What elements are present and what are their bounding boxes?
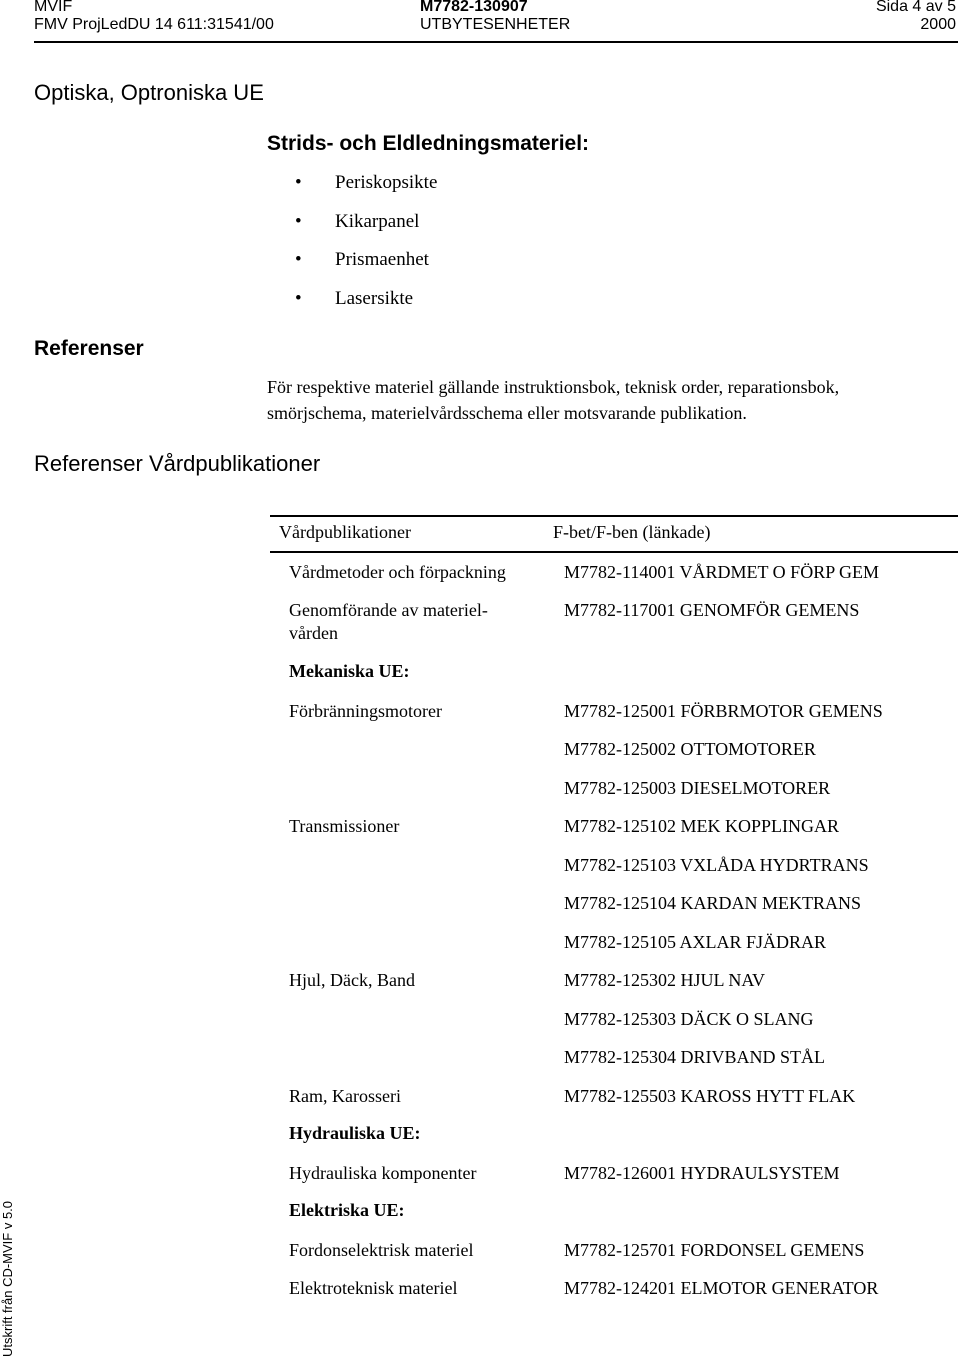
bullet-icon: •	[295, 249, 302, 270]
table-cell-right: M7782-125105 AXLAR FJÄDRAR	[564, 932, 827, 952]
header-doc-number: M7782-130907	[420, 0, 528, 15]
table-cell-right: M7782-125701 FORDONSEL GEMENS	[564, 1240, 865, 1260]
table-cell-left: Vårdmetoder och förpackning	[289, 562, 506, 582]
table-group-heading: Hydrauliska UE:	[289, 1123, 421, 1143]
table-cell-right: M7782-125002 OTTOMOTORER	[564, 739, 816, 759]
table-cell-right: M7782-125001 FÖRBRMOTOR GEMENS	[564, 701, 883, 721]
list-item	[295, 247, 437, 286]
referenser-text-line2: smörjschema, materielvårdsschema eller motsvarande publikation.	[267, 403, 747, 423]
header-year: 2000	[920, 16, 956, 33]
table-cell-right: M7782-125503 KAROSS HYTT FLAK	[564, 1086, 856, 1106]
table-cell-right: M7782-117001 GENOMFÖR GEMENS	[564, 600, 860, 620]
table-cell-right: M7782-125103 VXLÅDA HYDRTRANS	[564, 855, 869, 875]
table-header-col1: Vårdpublikationer	[279, 522, 411, 542]
header-doc-title: UTBYTESENHETER	[420, 16, 571, 33]
table-cell-left: Hydrauliska komponenter	[289, 1163, 477, 1183]
header-project-ref: FMV ProjLedDU 14 611:31541/00	[34, 16, 274, 33]
table-cell-right: M7782-125003 DIESELMOTORER	[564, 778, 831, 798]
table-header-rule	[270, 551, 958, 553]
list-item	[295, 209, 437, 248]
table-cell-left: Elektroteknisk materiel	[289, 1278, 458, 1298]
table-cell-right: M7782-126001 HYDRAULSYSTEM	[564, 1163, 840, 1183]
table-cell-right: M7782-125102 MEK KOPPLINGAR	[564, 816, 840, 836]
bullet-icon: •	[295, 210, 302, 232]
table-group-heading: Elektriska UE:	[289, 1200, 405, 1220]
list-item-label: Kikarpanel	[335, 210, 420, 232]
table-cell-left: Genomförande av materiel-	[289, 600, 488, 620]
table-cell-right: M7782-125104 KARDAN MEKTRANS	[564, 893, 862, 913]
side-print-note: Utskrift från CD-MVIF v 5.0	[0, 1200, 15, 1357]
table-top-rule	[270, 515, 958, 517]
table-header-col2: F-bet/F-ben (länkade)	[553, 522, 711, 542]
list-item	[295, 170, 437, 209]
bullet-icon: •	[295, 287, 302, 309]
table-cell-left: Hjul, Däck, Band	[289, 970, 415, 990]
list-item	[295, 286, 437, 325]
strids-title: Strids- och Eldledningsmateriel:	[267, 132, 590, 155]
header-rule	[34, 41, 958, 43]
header-doc-type: MVIF	[34, 0, 73, 15]
list-item-label: Lasersikte	[335, 287, 414, 309]
table-cell-right: M7782-125302 HJUL NAV	[564, 970, 766, 990]
table-cell-left: Förbränningsmotorer	[289, 701, 442, 721]
strids-list	[295, 170, 437, 324]
table-cell-right: M7782-124201 ELMOTOR GENERATOR	[564, 1278, 879, 1298]
section-title: Optiska, Optroniska UE	[34, 80, 264, 105]
referenser-text-line1: För respektive materiel gällande instruktionsbok, teknisk order, reparationsbok,	[267, 377, 840, 397]
table-cell-right: M7782-125303 DÄCK O SLANG	[564, 1009, 814, 1029]
table-cell-right: M7782-125304 DRIVBAND STÅL	[564, 1047, 825, 1067]
list-item-label: Prismaenhet	[335, 249, 429, 270]
table-cell-left: Ram, Karosseri	[289, 1086, 401, 1106]
header-page-number: Sida 4 av 5	[875, 0, 956, 15]
table-cell-left: Fordonselektrisk materiel	[289, 1240, 474, 1260]
table-group-heading: Mekaniska UE:	[289, 661, 410, 681]
referenser-heading: Referenser	[34, 337, 144, 360]
list-item-label: Periskopsikte	[335, 172, 438, 193]
bullet-icon: •	[295, 172, 302, 193]
table-cell-right: M7782-114001 VÅRDMET O FÖRP GEM	[564, 562, 880, 582]
table-cell-left: vården	[289, 623, 338, 643]
vard-heading: Referenser Vårdpublikationer	[34, 451, 321, 476]
table-cell-left: Transmissioner	[289, 816, 400, 836]
